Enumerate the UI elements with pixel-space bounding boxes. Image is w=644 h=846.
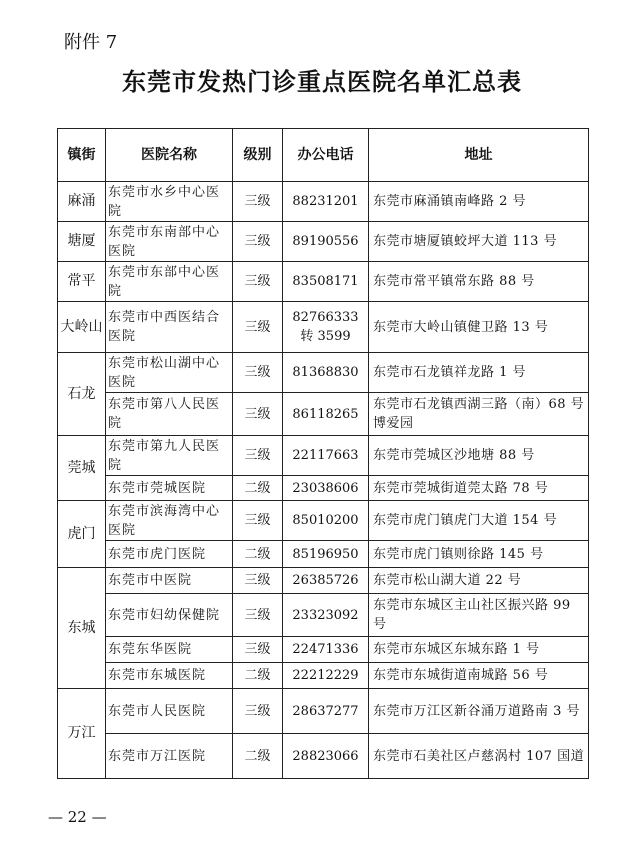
phone-cell: 81368830 bbox=[283, 353, 369, 393]
level-cell: 三级 bbox=[233, 302, 283, 353]
address-cell: 东莞市塘厦镇蛟坪大道 113 号 bbox=[369, 222, 589, 262]
table-row bbox=[58, 393, 589, 436]
phone-cell: 85010200 bbox=[283, 501, 369, 541]
address-cell: 东莞市麻涌镇南峰路 2 号 bbox=[369, 182, 589, 222]
header-hospital: 医院名称 bbox=[106, 129, 233, 182]
level-cell: 二级 bbox=[233, 734, 283, 779]
phone-cell: 88231201 bbox=[283, 182, 369, 222]
table-row bbox=[58, 568, 589, 594]
town-cell: 万江 bbox=[58, 689, 106, 779]
table-header-row bbox=[58, 129, 589, 182]
address-cell: 东莞市东城区主山社区振兴路 99 号 bbox=[369, 594, 589, 637]
level-cell: 三级 bbox=[233, 262, 283, 302]
table-row bbox=[58, 689, 589, 734]
table-row bbox=[58, 501, 589, 541]
hospital-name-cell: 东莞市松山湖中心医院 bbox=[106, 353, 233, 393]
phone-cell: 23038606 bbox=[283, 476, 369, 501]
hospital-name-cell: 东莞市中医院 bbox=[106, 568, 233, 594]
hospital-name-cell: 东莞市妇幼保健院 bbox=[106, 594, 233, 637]
phone-cell: 22117663 bbox=[283, 436, 369, 476]
phone-cell: 86118265 bbox=[283, 393, 369, 436]
address-cell: 东莞市万江区新谷涌万道路南 3 号 bbox=[369, 689, 589, 734]
phone-cell: 83508171 bbox=[283, 262, 369, 302]
address-cell: 东莞市石美社区卢慈涡村 107 国道 bbox=[369, 734, 589, 779]
hospital-name-cell: 东莞市第九人民医院 bbox=[106, 436, 233, 476]
town-cell: 虎门 bbox=[58, 501, 106, 568]
phone-cell: 22471336 bbox=[283, 637, 369, 663]
table-row bbox=[58, 541, 589, 568]
level-cell: 三级 bbox=[233, 353, 283, 393]
address-cell: 东莞市石龙镇祥龙路 1 号 bbox=[369, 353, 589, 393]
level-cell: 二级 bbox=[233, 476, 283, 501]
hospital-name-cell: 东莞市中西医结合医院 bbox=[106, 302, 233, 353]
table-row bbox=[58, 182, 589, 222]
phone-cell: 26385726 bbox=[283, 568, 369, 594]
level-cell: 三级 bbox=[233, 393, 283, 436]
table-row bbox=[58, 436, 589, 476]
table-row bbox=[58, 302, 589, 353]
level-cell: 三级 bbox=[233, 594, 283, 637]
header-level: 级别 bbox=[233, 129, 283, 182]
hospital-name-cell: 东莞市东部中心医院 bbox=[106, 262, 233, 302]
address-cell: 东莞市东城街道南城路 56 号 bbox=[369, 663, 589, 689]
document-title: 东莞市发热门诊重点医院名单汇总表 bbox=[122, 67, 522, 96]
address-cell: 东莞市石龙镇西湖三路（南）68 号博爱园 bbox=[369, 393, 589, 436]
hospital-table bbox=[57, 128, 589, 779]
phone-cell: 82766333 转 3599 bbox=[283, 302, 369, 353]
phone-cell: 28637277 bbox=[283, 689, 369, 734]
hospital-name-cell: 东莞市莞城医院 bbox=[106, 476, 233, 501]
level-cell: 三级 bbox=[233, 182, 283, 222]
hospital-name-cell: 东莞市虎门医院 bbox=[106, 541, 233, 568]
table-row bbox=[58, 353, 589, 393]
header-town: 镇街 bbox=[58, 129, 106, 182]
phone-cell: 85196950 bbox=[283, 541, 369, 568]
table-row bbox=[58, 594, 589, 637]
table-row bbox=[58, 222, 589, 262]
hospital-name-cell: 东莞市东南部中心医院 bbox=[106, 222, 233, 262]
hospital-name-cell: 东莞市水乡中心医院 bbox=[106, 182, 233, 222]
address-cell: 东莞市东城区东城东路 1 号 bbox=[369, 637, 589, 663]
phone-cell: 28823066 bbox=[283, 734, 369, 779]
hospital-name-cell: 东莞市万江医院 bbox=[106, 734, 233, 779]
level-cell: 三级 bbox=[233, 568, 283, 594]
hospital-name-cell: 东莞市第八人民医院 bbox=[106, 393, 233, 436]
table-row bbox=[58, 663, 589, 689]
town-cell: 莞城 bbox=[58, 436, 106, 501]
table-row bbox=[58, 476, 589, 501]
hospital-name-cell: 东莞市人民医院 bbox=[106, 689, 233, 734]
level-cell: 二级 bbox=[233, 663, 283, 689]
address-cell: 东莞市莞城区沙地塘 88 号 bbox=[369, 436, 589, 476]
page-number: — 22 — bbox=[48, 808, 107, 826]
address-cell: 东莞市虎门镇虎门大道 154 号 bbox=[369, 501, 589, 541]
address-cell: 东莞市常平镇常东路 88 号 bbox=[369, 262, 589, 302]
level-cell: 三级 bbox=[233, 501, 283, 541]
town-cell: 塘厦 bbox=[58, 222, 106, 262]
town-cell: 石龙 bbox=[58, 353, 106, 436]
table-row bbox=[58, 734, 589, 779]
address-cell: 东莞市莞城街道莞太路 78 号 bbox=[369, 476, 589, 501]
level-cell: 三级 bbox=[233, 637, 283, 663]
address-cell: 东莞市松山湖大道 22 号 bbox=[369, 568, 589, 594]
level-cell: 三级 bbox=[233, 222, 283, 262]
hospital-name-cell: 东莞市滨海湾中心医院 bbox=[106, 501, 233, 541]
hospital-name-cell: 东莞东华医院 bbox=[106, 637, 233, 663]
address-cell: 东莞市大岭山镇健卫路 13 号 bbox=[369, 302, 589, 353]
attachment-label: 附件 7 bbox=[64, 32, 118, 53]
header-address: 地址 bbox=[369, 129, 589, 182]
phone-cell: 22212229 bbox=[283, 663, 369, 689]
address-cell: 东莞市虎门镇则徐路 145 号 bbox=[369, 541, 589, 568]
table-row bbox=[58, 262, 589, 302]
town-cell: 大岭山 bbox=[58, 302, 106, 353]
phone-cell: 23323092 bbox=[283, 594, 369, 637]
level-cell: 三级 bbox=[233, 689, 283, 734]
table-row bbox=[58, 637, 589, 663]
town-cell: 麻涌 bbox=[58, 182, 106, 222]
header-phone: 办公电话 bbox=[283, 129, 369, 182]
level-cell: 二级 bbox=[233, 541, 283, 568]
town-cell: 常平 bbox=[58, 262, 106, 302]
hospital-name-cell: 东莞市东城医院 bbox=[106, 663, 233, 689]
level-cell: 三级 bbox=[233, 436, 283, 476]
phone-cell: 89190556 bbox=[283, 222, 369, 262]
town-cell: 东城 bbox=[58, 568, 106, 689]
